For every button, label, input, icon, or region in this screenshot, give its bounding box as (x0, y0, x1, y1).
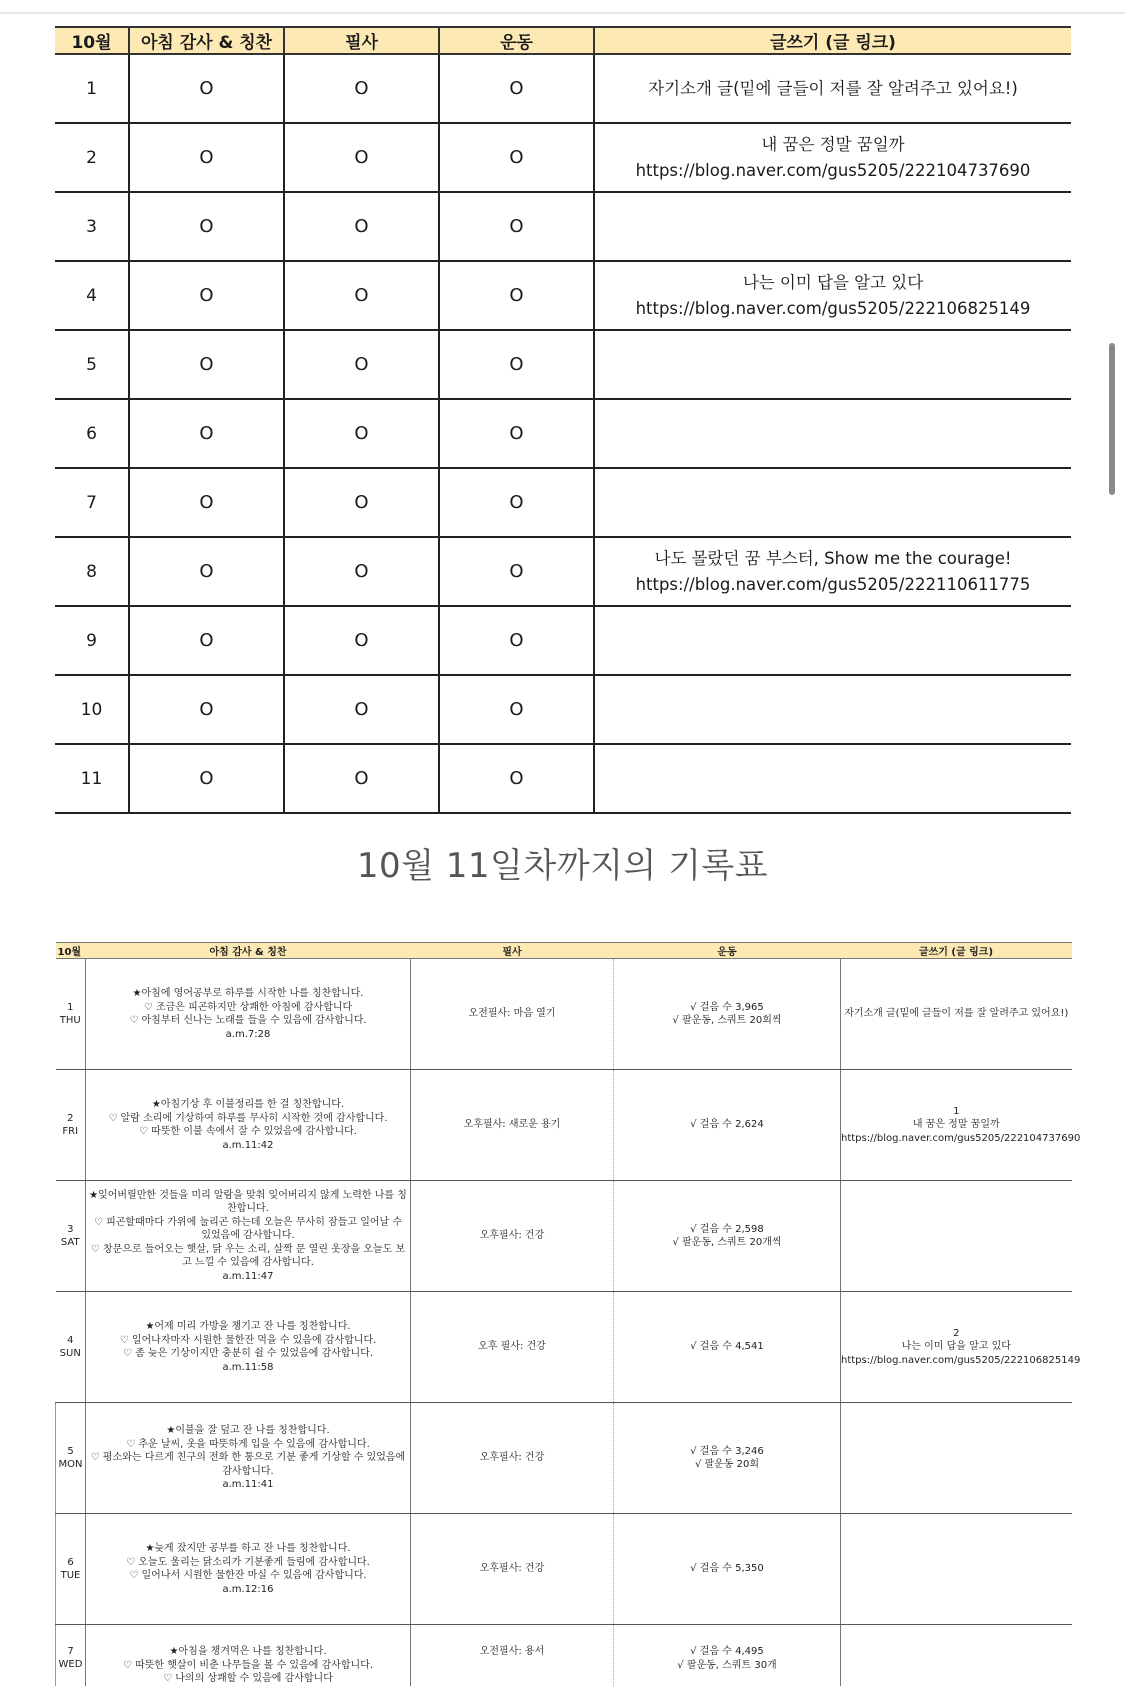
table-row (55, 123, 1071, 192)
table-row (55, 675, 1071, 744)
exercise-check: O (439, 54, 594, 123)
praise-check: O (129, 192, 284, 261)
copy-check: O (284, 261, 439, 330)
praise-line: ★어제 미리 가방을 챙기고 잔 나를 칭찬합니다. (145, 1321, 351, 1332)
writing-cell (841, 1514, 1072, 1625)
day-cell: 7 (55, 468, 129, 537)
table-row (56, 1292, 1072, 1403)
header-exercise: 운동 (614, 943, 841, 959)
praise-cell (86, 1181, 411, 1292)
header-copy: 필사 (284, 27, 439, 54)
praise-check: O (129, 330, 284, 399)
writing-line: 자기소개 글(밑에 글들이 저를 잘 알려주고 있어요!) (844, 1008, 1069, 1020)
praise-check: O (129, 675, 284, 744)
writing-cell (594, 261, 1071, 330)
praise-line: ★아침에 영어공부로 하루를 시작한 나를 칭찬합니다. (132, 988, 364, 999)
praise-line: ♡ 따뜻한 햇살이 비춘 나무들을 볼 수 있음에 감사합니다. (122, 1659, 374, 1671)
praise-check: O (129, 123, 284, 192)
exercise-check: O (439, 675, 594, 744)
writing-cell (594, 399, 1071, 468)
table-row (55, 468, 1071, 537)
image-caption: 10월 11일차까지의 기록표 (356, 846, 769, 886)
exercise-cell (614, 1181, 841, 1292)
exercise-line: √ 걸음 수 2,598 (690, 1223, 764, 1235)
table-row (56, 1514, 1072, 1625)
exercise-line: √ 팔운동 20회 (694, 1459, 760, 1470)
praise-line: ♡ 창문으로 들어오는 햇살, 닭 우는 소리, 살짝 문 열린 옷장을 오늘도 보고 느낄 수 있음에 감사합니다. (90, 1243, 406, 1269)
copy-check: O (284, 399, 439, 468)
writing-line: 내 꿈은 정말 꿈일까 (912, 1119, 1000, 1131)
writing-link: https://blog.naver.com/gus5205/222104737690 (841, 1132, 1081, 1144)
writing-link: https://blog.naver.com/gus5205/222106825149 (841, 1354, 1081, 1366)
table-row (56, 1070, 1072, 1181)
exercise-line: √ 팔운동, 스쿼트 20회씩 (672, 1015, 782, 1026)
praise-check: O (129, 399, 284, 468)
exercise-check: O (439, 192, 594, 261)
writing-cell (841, 1070, 1081, 1181)
day-number: 4 (67, 1335, 74, 1346)
writing-cell (594, 192, 1071, 261)
day-number: 3 (67, 1224, 74, 1235)
copy-cell: 오후필사: 건강 (411, 1181, 614, 1292)
praise-line: ♡ 따뜻한 이불 속에서 잘 수 있었음에 감사합니다. (139, 1126, 357, 1137)
copy-check: O (284, 123, 439, 192)
day-number: 2 (67, 1113, 74, 1124)
exercise-check: O (439, 123, 594, 192)
copy-cell: 오전필사: 용서 (411, 1625, 614, 1695)
copy-check: O (284, 468, 439, 537)
praise-line: ♡ 조금은 피곤하지만 상쾌한 아침에 감사합니다 (143, 1001, 353, 1013)
praise-line: a.m.12:16 (222, 1583, 274, 1595)
day-cell: 8 (55, 537, 129, 606)
header-writing: 글쓰기 (글 링크) (841, 943, 1072, 959)
table-row (55, 192, 1071, 261)
day-of-week: SUN (59, 1348, 81, 1359)
header-copy: 필사 (411, 943, 614, 959)
table-row (55, 261, 1071, 330)
praise-line: ♡ 아침부터 신나는 노래를 들을 수 있음에 감사합니다. (129, 1015, 367, 1026)
praise-check: O (129, 261, 284, 330)
exercise-check: O (439, 330, 594, 399)
day-of-week: FRI (62, 1126, 79, 1137)
day-of-week: THU (59, 1015, 81, 1026)
exercise-line: √ 걸음 수 3,246 (690, 1445, 764, 1457)
day-cell (56, 1181, 86, 1292)
table-row (55, 744, 1071, 813)
writing-line: 나는 이미 답을 알고 있다 (901, 1341, 1011, 1353)
praise-line: a.m.11:41 (222, 1479, 274, 1491)
day-number: 1 (67, 1002, 74, 1013)
praise-line: a.m.11:42 (222, 1139, 274, 1151)
exercise-cell (614, 1070, 841, 1181)
header-month: 10월 (56, 943, 86, 959)
day-cell: 6 (55, 399, 129, 468)
writing-line: 2 (953, 1327, 960, 1339)
table-header-row (56, 943, 1072, 959)
praise-line: a.m.11:47 (222, 1270, 274, 1282)
praise-line: a.m.11:58 (222, 1361, 274, 1373)
writing-cell (594, 123, 1071, 192)
exercise-check: O (439, 606, 594, 675)
writing-cell (841, 1403, 1072, 1514)
day-number: 6 (67, 1557, 74, 1568)
writing-cell (594, 606, 1071, 675)
exercise-line: √ 걸음 수 4,541 (690, 1341, 764, 1353)
record-table-summary (55, 26, 1071, 814)
praise-check: O (129, 537, 284, 606)
day-cell (56, 1292, 86, 1403)
exercise-cell (614, 959, 841, 1070)
praise-line: ♡ 일어나자마자 시원한 물한잔 먹을 수 있음에 감사합니다. (119, 1334, 377, 1346)
exercise-line: √ 걸음 수 3,965 (690, 1001, 764, 1013)
writing-line: 1 (953, 1105, 960, 1117)
day-cell (56, 1070, 86, 1181)
praise-cell (86, 1070, 411, 1181)
day-of-week: SAT (60, 1237, 80, 1248)
exercise-cell (614, 1403, 841, 1514)
day-cell (56, 1625, 86, 1695)
writing-cell (594, 54, 1071, 123)
writing-cell (594, 675, 1071, 744)
header-writing: 글쓰기 (글 링크) (594, 27, 1071, 54)
copy-cell: 오후필사: 건강 (411, 1403, 614, 1514)
copy-check: O (284, 537, 439, 606)
table-row (55, 537, 1071, 606)
writing-cell (594, 330, 1071, 399)
day-cell: 5 (55, 330, 129, 399)
exercise-check: O (439, 261, 594, 330)
exercise-cell (614, 1514, 841, 1625)
exercise-line: √ 팔운동, 스쿼트 30개 (677, 1659, 777, 1671)
copy-check: O (284, 744, 439, 813)
header-exercise: 운동 (439, 27, 594, 54)
writing-cell (594, 537, 1071, 606)
header-praise: 아침 감사 & 칭찬 (86, 943, 411, 959)
header-month: 10월 (55, 27, 129, 54)
exercise-line: √ 걸음 수 4,495 (690, 1646, 764, 1657)
praise-line: ★잊어버릴만한 것들을 미리 알람을 맞춰 잊어버리지 않게 노력한 나를 칭찬합니다. (89, 1189, 407, 1215)
copy-check: O (284, 675, 439, 744)
table-row (56, 1403, 1072, 1514)
writing-cell (594, 468, 1071, 537)
praise-check: O (129, 744, 284, 813)
exercise-check: O (439, 399, 594, 468)
writing-title: 자기소개 글(밑에 글들이 저를 잘 알려주고 있어요!) (648, 78, 1018, 98)
praise-line: ♡ 추운 날씨, 옷을 따뜻하게 입을 수 있음에 감사합니다. (126, 1438, 370, 1450)
writing-cell (594, 744, 1071, 813)
day-cell: 1 (55, 54, 129, 123)
day-of-week: WED (58, 1659, 83, 1670)
praise-line: ♡ 피곤할때마다 가위에 눌리곤 하는데 오늘은 무사히 잠들고 일어날 수 있었음에 감사합니다. (93, 1216, 403, 1242)
table-header-row (55, 27, 1071, 54)
scrollbar-thumb[interactable] (1109, 343, 1115, 495)
writing-link[interactable]: https://blog.naver.com/gus5205/222106825149 (635, 298, 1031, 318)
table-row (56, 1181, 1072, 1292)
writing-title: 나도 몰랐던 꿈 부스터, Show me the courage! (654, 548, 1012, 568)
praise-line: ★아침기상 후 이불정리를 한 걸 칭찬합니다. (151, 1099, 345, 1110)
table-row (55, 54, 1071, 123)
praise-line: ♡ 일어나서 시원한 물한잔 마실 수 있음에 감사합니다. (129, 1570, 367, 1581)
writing-cell (841, 1292, 1081, 1403)
exercise-cell (614, 1625, 841, 1695)
table-row (55, 606, 1071, 675)
praise-line: ♡ 좀 늦은 기상이지만 충분히 쉴 수 있었음에 감사합니다. (122, 1348, 374, 1359)
praise-cell (86, 1514, 411, 1625)
writing-cell (841, 1181, 1072, 1292)
exercise-line: √ 걸음 수 5,350 (690, 1563, 764, 1575)
day-of-week: TUE (60, 1570, 81, 1581)
copy-cell: 오전필사: 마음 열기 (411, 959, 614, 1070)
copy-check: O (284, 192, 439, 261)
praise-line: ♡ 평소와는 다르게 친구의 전화 한 통으로 기분 좋게 기상할 수 있었음에 감사합니다. (90, 1452, 406, 1477)
praise-cell (86, 1403, 411, 1514)
exercise-check: O (439, 744, 594, 813)
day-number: 7 (67, 1646, 74, 1657)
copy-check: O (284, 606, 439, 675)
table-row (55, 399, 1071, 468)
copy-check: O (284, 54, 439, 123)
header-praise: 아침 감사 & 칭찬 (129, 27, 284, 54)
writing-title: 나는 이미 답을 알고 있다 (742, 272, 924, 292)
praise-line: ♡ 알람 소리에 기상하여 하루를 무사히 시작한 것에 감사합니다. (108, 1112, 388, 1124)
praise-cell (86, 1625, 411, 1695)
table-row (56, 959, 1072, 1070)
page-bottom-fade (0, 1686, 1125, 1702)
writing-link[interactable]: https://blog.naver.com/gus5205/222110611775 (635, 574, 1031, 594)
praise-cell (86, 959, 411, 1070)
exercise-cell (614, 1292, 841, 1403)
praise-line: a.m.7:28 (225, 1028, 271, 1040)
praise-line: ♡ 나의의 상쾌할 수 있음에 감사합니다 (163, 1673, 333, 1684)
exercise-check: O (439, 537, 594, 606)
day-cell: 2 (55, 123, 129, 192)
writing-cell (841, 1625, 1072, 1695)
writing-cell (841, 959, 1072, 1070)
copy-cell: 오후 필사: 건강 (411, 1292, 614, 1403)
writing-link[interactable]: https://blog.naver.com/gus5205/222104737690 (635, 160, 1031, 180)
day-cell: 4 (55, 261, 129, 330)
copy-cell: 오후필사: 새로운 용기 (411, 1070, 614, 1181)
top-divider (0, 12, 1125, 14)
day-cell (56, 1403, 86, 1514)
praise-cell (86, 1292, 411, 1403)
writing-title: 내 꿈은 정말 꿈일까 (761, 134, 905, 154)
day-cell (56, 959, 86, 1070)
table-row (56, 1625, 1072, 1695)
praise-line: ★아침을 챙겨먹은 나를 칭찬합니다. (169, 1646, 327, 1657)
praise-line: ★늦게 잤지만 공부를 하고 잔 나를 칭찬합니다. (145, 1543, 351, 1554)
day-cell: 11 (55, 744, 129, 813)
day-cell: 3 (55, 192, 129, 261)
day-cell: 10 (55, 675, 129, 744)
table-row (55, 330, 1071, 399)
day-cell: 9 (55, 606, 129, 675)
praise-line: ★이불을 잘 덮고 잔 나를 칭찬합니다. (166, 1425, 330, 1437)
day-of-week: MON (58, 1459, 83, 1470)
praise-check: O (129, 54, 284, 123)
praise-check: O (129, 468, 284, 537)
exercise-line: √ 팔운동, 스쿼트 20개씩 (672, 1237, 782, 1248)
record-table-detail (55, 942, 1081, 1695)
praise-check: O (129, 606, 284, 675)
day-cell (56, 1514, 86, 1625)
exercise-check: O (439, 468, 594, 537)
day-number: 5 (67, 1446, 74, 1457)
copy-check: O (284, 330, 439, 399)
praise-line: ♡ 오늘도 울리는 닭소리가 기분좋게 들림에 감사합니다. (126, 1556, 370, 1568)
exercise-line: √ 걸음 수 2,624 (690, 1119, 764, 1131)
copy-cell: 오후필사: 건강 (411, 1514, 614, 1625)
